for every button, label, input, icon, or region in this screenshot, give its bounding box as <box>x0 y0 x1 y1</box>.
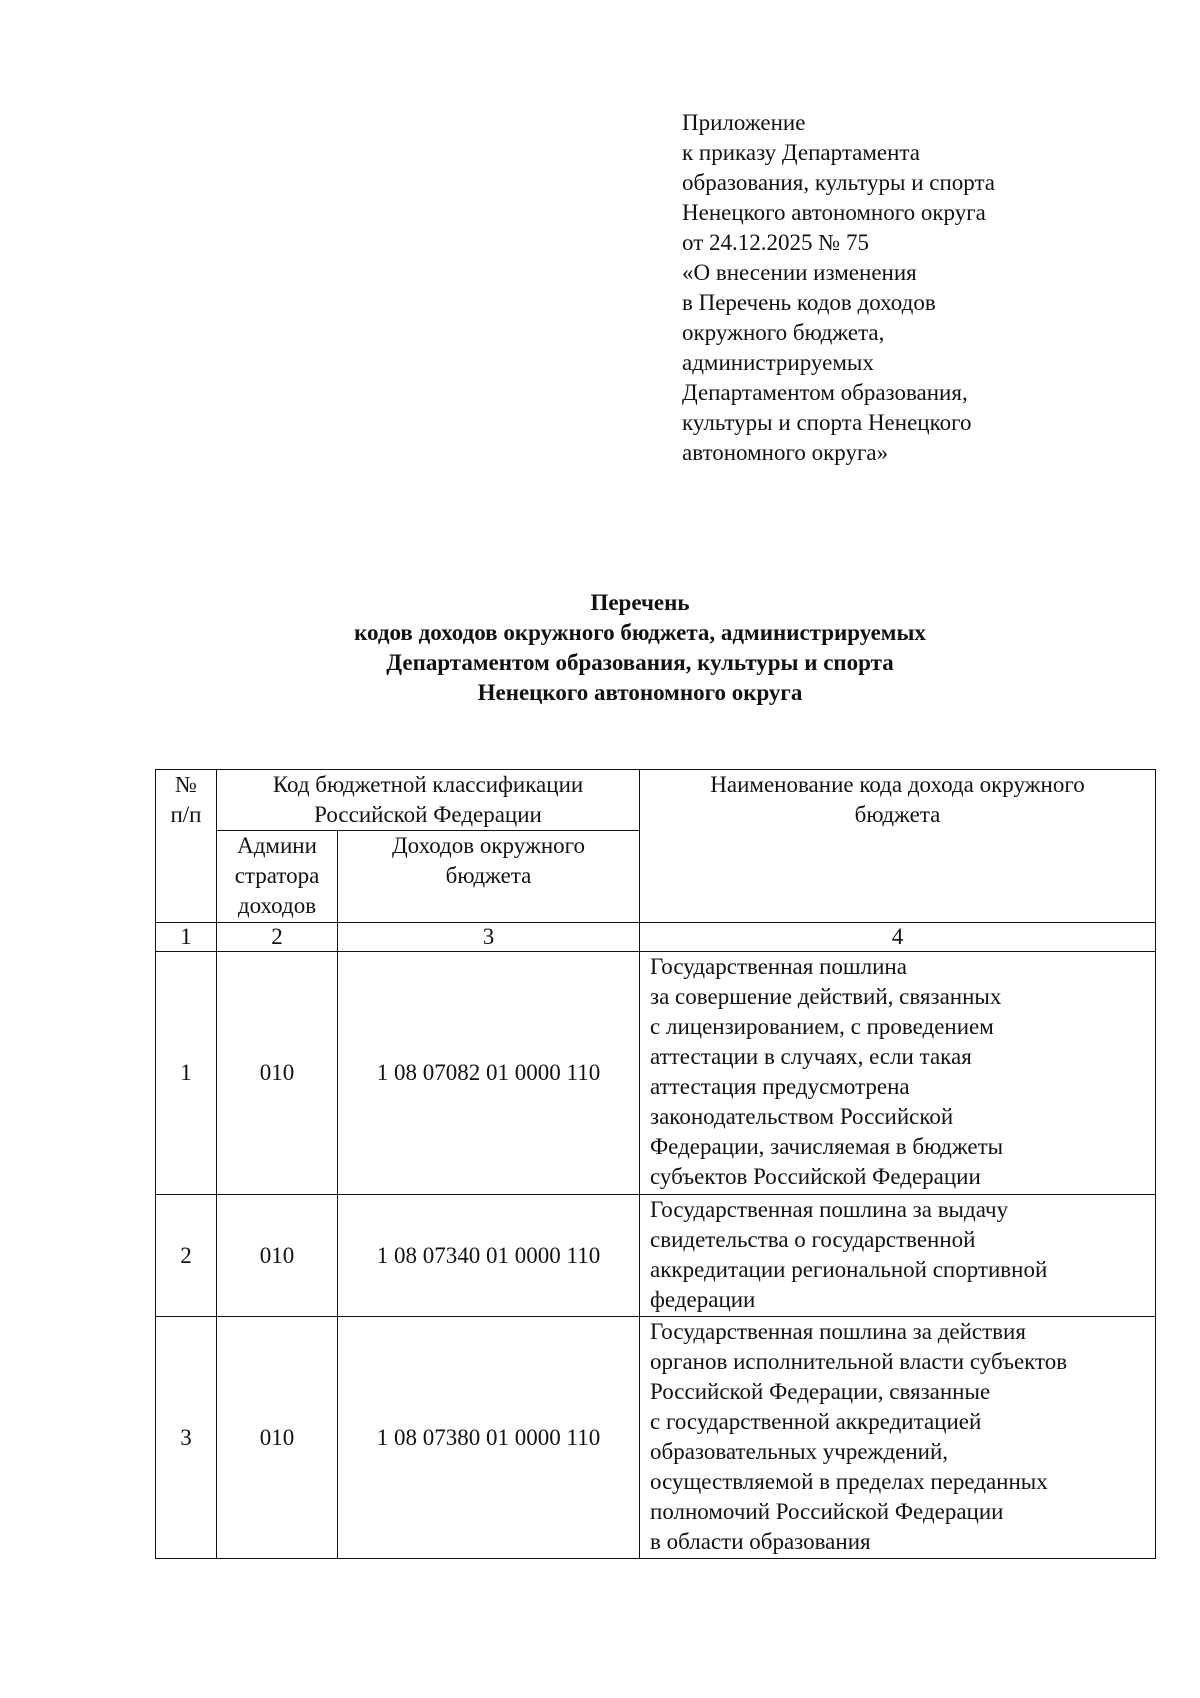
header-num-line: п/п <box>170 802 202 827</box>
appendix-line: администрируемых <box>682 350 874 375</box>
row-name-line: аккредитации региональной спортивной <box>650 1257 1048 1282</box>
header-admin-line: доходов <box>237 893 317 918</box>
row-name-line: свидетельства о государственной <box>650 1227 976 1252</box>
appendix-line: «О внесении изменения <box>682 260 917 285</box>
row-name-line: за совершение действий, связанных <box>650 984 1002 1009</box>
income-codes-table <box>155 769 1156 1559</box>
appendix-line: от 24.12.2025 № 75 <box>682 230 869 255</box>
column-number: 2 <box>217 923 338 952</box>
row-admin-code: 010 <box>217 1195 338 1317</box>
row-income-code: 1 08 07082 01 0000 110 <box>338 952 640 1195</box>
table-row <box>156 1195 1156 1317</box>
row-name-line: осуществляемой в пределах переданных <box>650 1469 1048 1494</box>
row-name-line: аттестация предусмотрена <box>650 1074 910 1099</box>
row-name-line: законодательством Российской <box>650 1104 954 1129</box>
header-name-line: Наименование кода дохода окружного <box>710 772 1085 797</box>
column-number: 4 <box>640 923 1156 952</box>
row-num: 1 <box>156 952 217 1195</box>
appendix-line: к приказу Департамента <box>682 140 920 165</box>
row-name-line: образовательных учреждений, <box>650 1439 949 1464</box>
column-number: 1 <box>156 923 217 952</box>
header-name-line: бюджета <box>854 802 941 827</box>
row-name <box>640 1195 1156 1317</box>
appendix-line: в Перечень кодов доходов <box>682 290 936 315</box>
header-income-line: бюджета <box>445 863 532 888</box>
header-admin-cell <box>217 831 338 923</box>
appendix-line: автономного округа» <box>682 440 889 465</box>
row-income-code: 1 08 07380 01 0000 110 <box>338 1317 640 1559</box>
header-kbk-cell <box>217 770 640 831</box>
row-name-line: с лицензированием, с проведением <box>650 1014 994 1039</box>
title-line: кодов доходов окружного бюджета, администрируемых <box>354 620 926 645</box>
appendix-line: Департаментом образования, <box>682 380 968 405</box>
row-name <box>640 952 1156 1195</box>
row-name-line: Федерации, зачисляемая в бюджеты <box>650 1134 1004 1159</box>
document-title <box>140 588 1140 708</box>
appendix-line: Приложение <box>682 110 806 135</box>
row-name-line: Российской Федерации, связанные <box>650 1379 991 1404</box>
header-income-cell <box>338 831 640 923</box>
table-row <box>156 1317 1156 1559</box>
header-admin-line: Админи <box>237 833 317 858</box>
header-kbk-line: Российской Федерации <box>314 802 542 827</box>
row-name-line: органов исполнительной власти субъектов <box>650 1349 1068 1374</box>
appendix-block <box>682 108 1142 468</box>
header-num-line: № <box>175 772 197 797</box>
row-name-line: с государственной аккредитацией <box>650 1409 982 1434</box>
row-name-line: Государственная пошлина за выдачу <box>650 1197 1009 1222</box>
row-num: 2 <box>156 1195 217 1317</box>
header-kbk-line: Код бюджетной классификации <box>272 772 584 797</box>
header-num-cell <box>156 770 217 923</box>
title-line: Перечень <box>590 590 690 615</box>
title-line: Департаментом образования, культуры и спорта <box>386 650 894 675</box>
header-admin-line: стратора <box>234 863 320 888</box>
row-name-line: Государственная пошлина за действия <box>650 1319 1026 1344</box>
row-name-line: Государственная пошлина <box>650 954 907 979</box>
row-admin-code: 010 <box>217 952 338 1195</box>
column-numbers-row <box>156 923 1156 952</box>
row-name-line: полномочий Российской Федерации <box>650 1499 1004 1524</box>
header-name-cell <box>640 770 1156 923</box>
row-num: 3 <box>156 1317 217 1559</box>
appendix-line: окружного бюджета, <box>682 320 885 345</box>
row-admin-code: 010 <box>217 1317 338 1559</box>
row-name-line: федерации <box>650 1287 756 1312</box>
table-header-row <box>156 770 1156 831</box>
appendix-line: Ненецкого автономного округа <box>682 200 986 225</box>
column-number: 3 <box>338 923 640 952</box>
row-name <box>640 1317 1156 1559</box>
title-line: Ненецкого автономного округа <box>477 680 803 705</box>
row-name-line: субъектов Российской Федерации <box>650 1164 981 1189</box>
row-name-line: аттестации в случаях, если такая <box>650 1044 972 1069</box>
header-income-line: Доходов окружного <box>391 833 586 858</box>
table-row <box>156 952 1156 1195</box>
row-income-code: 1 08 07340 01 0000 110 <box>338 1195 640 1317</box>
row-name-line: в области образования <box>650 1529 871 1554</box>
appendix-line: культуры и спорта Ненецкого <box>682 410 972 435</box>
appendix-line: образования, культуры и спорта <box>682 170 996 195</box>
